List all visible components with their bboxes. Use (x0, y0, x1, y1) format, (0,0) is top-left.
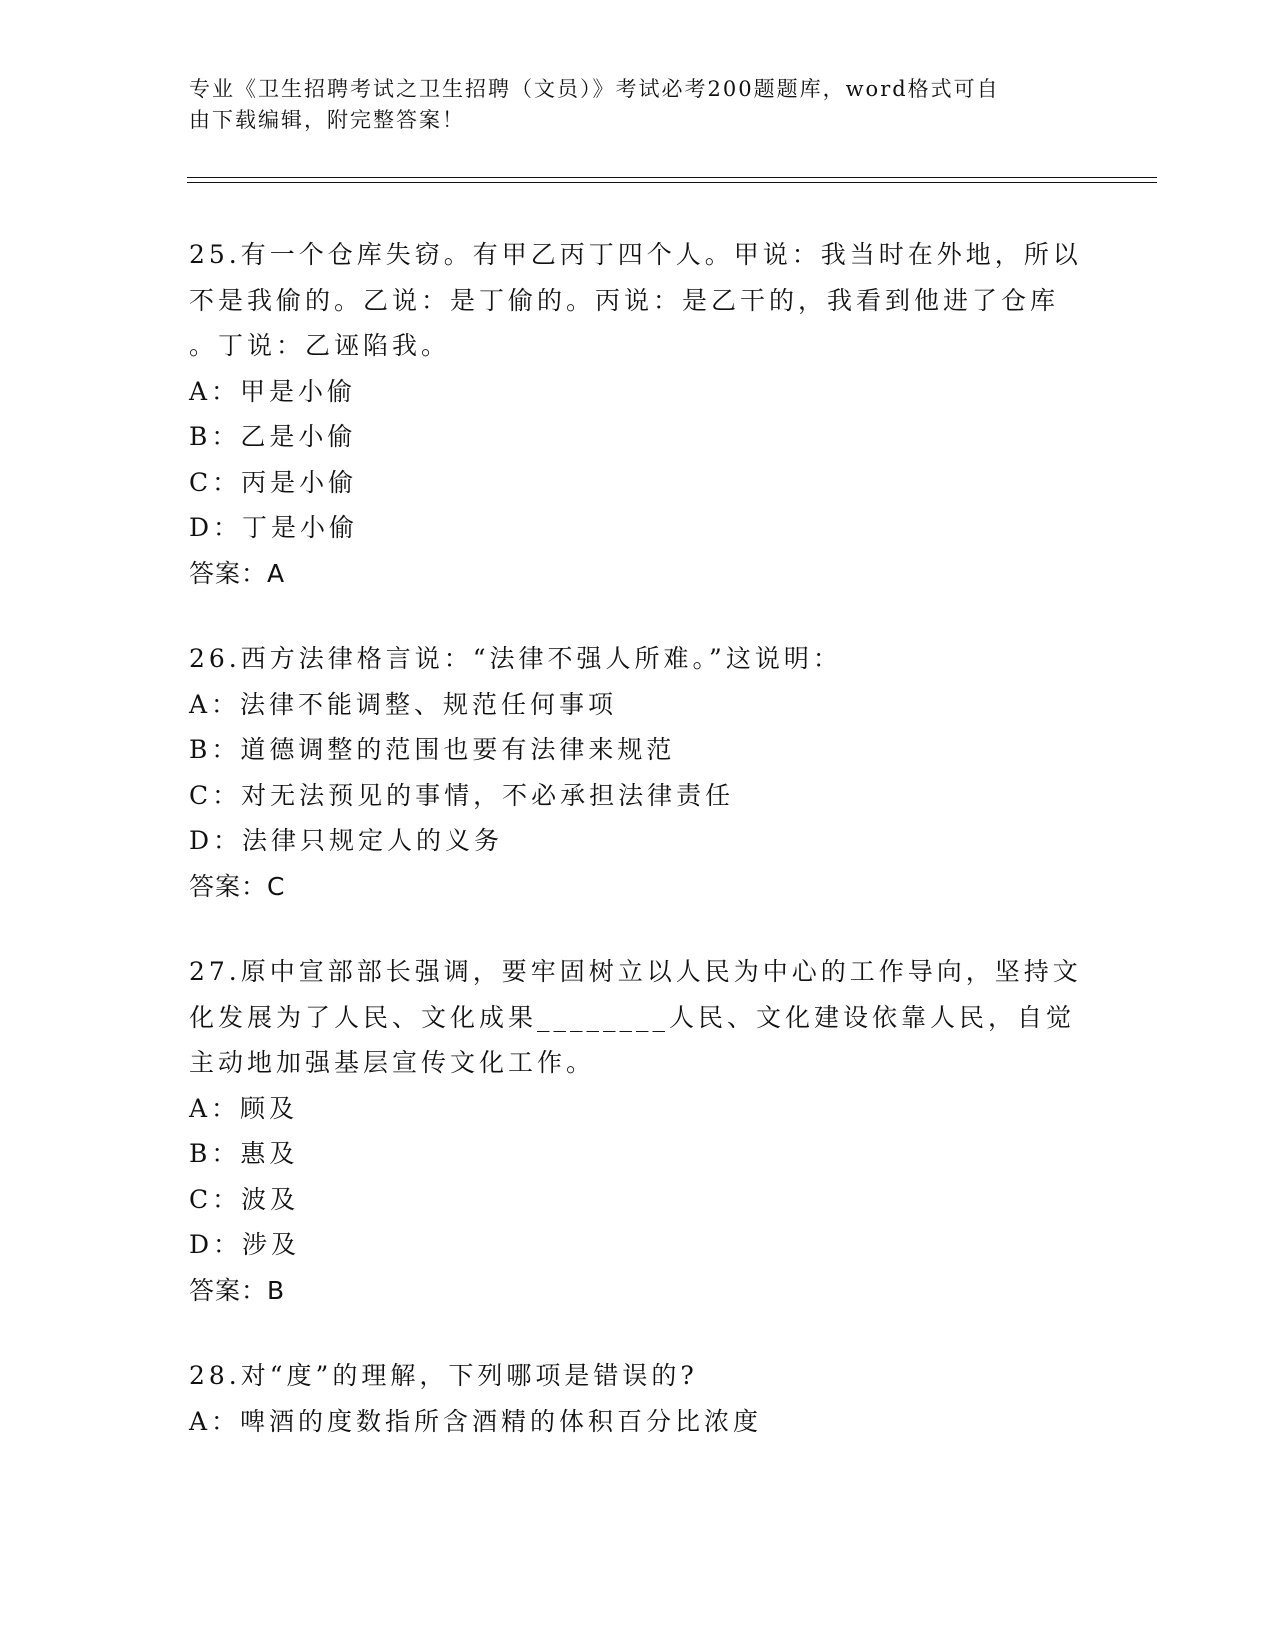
option-b: B：乙是小偷 (189, 422, 357, 451)
header-divider-top (187, 177, 1157, 178)
question-stem-line: 25.有一个仓库失窃。有甲乙丙丁四个人。甲说：我当时在外地，所以 (189, 240, 1082, 269)
answer-line: 答案：B (189, 1275, 286, 1305)
header-divider-bottom (187, 182, 1157, 183)
question-26 (189, 636, 1089, 909)
option-a: A：甲是小偷 (189, 376, 357, 406)
header-line-2: 由下载编辑，附完整答案！ (189, 108, 465, 132)
answer-line: 答案：A (189, 558, 286, 588)
option-c: C：波及 (189, 1184, 300, 1214)
question-stem-line: 主动地加强基层宣传文化工作。 (189, 1048, 596, 1077)
question-stem-line: 26.西方法律格言说：“法律不强人所难。”这说明： (189, 644, 842, 673)
header-line-1: 专业《卫生招聘考试之卫生招聘（文员）》考试必考200题题库，word格式可自 (189, 77, 1000, 101)
question-28 (189, 1353, 1089, 1444)
question-stem-line: 化发展为了人民、文化成果________人民、文化建设依靠人民，自觉 (189, 1002, 1076, 1032)
option-b: B：惠及 (189, 1139, 299, 1168)
answer-line: 答案：C (189, 871, 286, 901)
option-a: A：法律不能调整、规范任何事项 (189, 689, 618, 719)
question-list (189, 232, 1089, 1484)
option-a: A：啤酒的度数指所含酒精的体积百分比浓度 (189, 1406, 763, 1436)
option-c: C：对无法预见的事情，不必承担法律责任 (189, 780, 735, 810)
option-d: D：丁是小偷 (189, 513, 359, 542)
document-header (189, 74, 1089, 136)
question-stem-line: 28.对“度”的理解，下列哪项是错误的? (189, 1361, 698, 1390)
question-stem-line: 不是我偷的。乙说：是丁偷的。丙说：是乙干的，我看到他进了仓库 (189, 285, 1060, 315)
option-c: C：丙是小偷 (189, 467, 358, 497)
option-b: B：道德调整的范围也要有法律来规范 (189, 735, 676, 764)
question-25 (189, 232, 1089, 596)
question-27 (189, 949, 1089, 1313)
question-stem-line: 。丁说：乙诬陷我。 (189, 331, 451, 360)
question-stem-line: 27.原中宣部部长强调，要牢固树立以人民为中心的工作导向，坚持文 (189, 957, 1082, 986)
option-d: D：涉及 (189, 1230, 301, 1259)
option-a: A：顾及 (189, 1093, 299, 1123)
option-d: D：法律只规定人的义务 (189, 826, 504, 855)
